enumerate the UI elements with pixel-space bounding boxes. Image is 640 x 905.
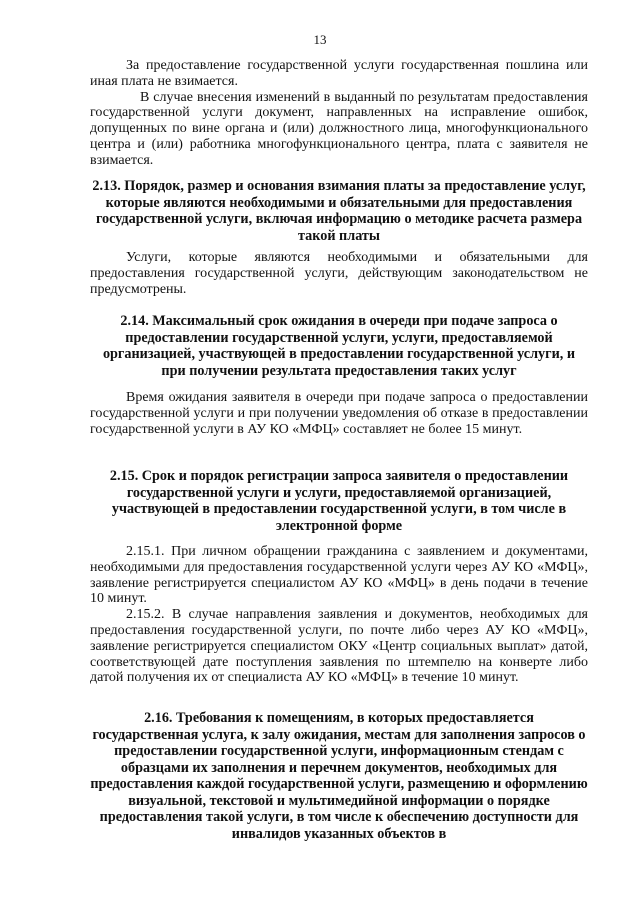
section-heading-2-15: 2.15. Срок и порядок регистрации запроса заявителя о предоставлении государственной услуги и услуги, предоставляемой организацией, участвующей в предоставлении государственной услуги, в том числе в электронной форме [109,468,569,534]
paragraph: За предоставление государственной услуги государственная пошлина или иная плата не взимается. [90,58,588,89]
paragraph: 2.15.1. При личном обращении гражданина с заявлением и документами, необходимыми для предоставления государственной услуги через АУ КО «МФЦ», заявление регистрируется специалистом АУ КО «МФЦ» в день подачи в течение 10 минут. [90,544,588,607]
section-heading-2-16: 2.16. Требования к помещениям, в которых предоставляется государственная услуга, к залу ожидания, местам для заполнения запросов о предоставлении государственной услуги, информационным стендам с образцами их заполнения и перечнем документов, необходимых для предоставления каждой государственной услуги, размещению и оформлению визуальной, текстовой и мультимедийной информации о порядке предоставления такой услуги, в том числе к обеспечению доступности для инвалидов указанных объектов в [90,710,588,842]
paragraph: В случае внесения изменений в выданный по результатам предоставления государственной услуги документ, направленных на исправление ошибок, допущенных по вине органа и (или) должностного лица, многофункционального центра и (или) работника многофункционального центра, плата с заявителя не взимается. [90,89,588,168]
section-heading-2-13: 2.13. Порядок, размер и основания взимания платы за предоставление услуг, которые являются необходимыми и обязательными для предоставления государственной услуги, включая информацию о методике расчета размера такой платы [92,178,586,244]
paragraph: 2.15.2. В случае направления заявления и документов, необходимых для предоставления государственной услуги, по почте либо через АУ КО «МФЦ», заявление регистрируется специалистом ОКУ «Центр социальных выплат» датой, соответствующей дате поступления заявления по штемпелю на конверте либо датой получения их от специалиста АУ КО «МФЦ» в течение 10 минут. [90,607,588,686]
paragraph-block [90,544,588,686]
paragraph-fee-not-charged [90,58,588,169]
paragraph-block [90,250,588,297]
paragraph-block [90,390,588,437]
paragraph: Время ожидания заявителя в очереди при подаче запроса о предоставлении государственной услуги и при получении уведомления об отказе в предоставлении государственной услуги в АУ КО «МФЦ» составляет не более 15 минут. [90,390,588,437]
section-heading-2-14: 2.14. Максимальный срок ожидания в очереди при подаче запроса о предоставлении государственной услуги, услуги, предоставляемой организацией, участвующей в предоставлении государственной услуги, и при получении результата предоставления таких услуг [102,313,576,379]
section-heading-2-16-block [90,710,588,842]
section-heading-2-15-block [90,468,588,534]
paragraph: Услуги, которые являются необходимыми и обязательными для предоставления государственной услуги, действующим законодательством не предусмотрены. [90,250,588,297]
section-heading-2-14-block [90,313,588,379]
page-number: 13 [313,32,327,47]
section-heading-2-13-block [90,178,588,244]
